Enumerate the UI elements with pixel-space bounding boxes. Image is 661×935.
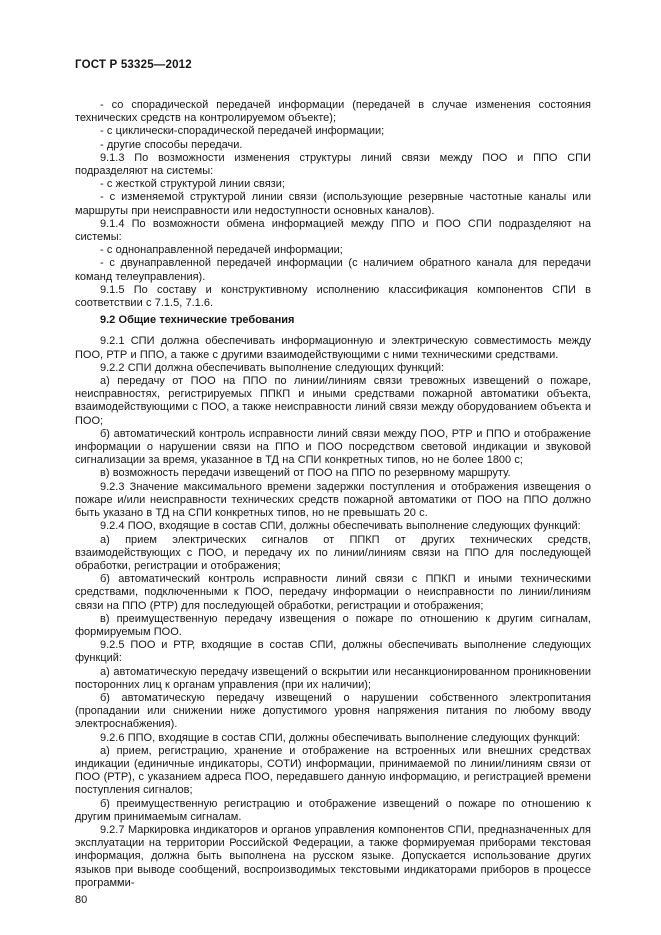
paragraph: 9.1.3 По возможности изменения структуры линий связи между ПОО и ППО СПИ подразделяют на системы: [75, 151, 591, 178]
paragraph: - с циклически-спорадической передачей информации; [100, 125, 385, 138]
paragraph: а) передачу от ПОО на ППО по линии/линиям связи тревожных извещений о пожаре, неисправностях, регистрируемых ППКП и иными средствами пожарной автоматики объекта, взаимодействующими с ПОО, а также неисправности линий связи между оборудованием объекта и ПОО; [75, 375, 591, 427]
paragraph: б) автоматический контроль исправности линий связи с ППКП и иными техническими средствами, подключенными к ПОО, передачу информации о неисправности по линии/линиям связи на ППО (РТР) для последующей обработки, регистрации и отображения; [75, 573, 591, 612]
paragraph: - другие способы передачи. [100, 138, 243, 151]
paragraph: 9.2.4 ПОО, входящие в состав СПИ, должны обеспечивать выполнение следующих функций: [100, 520, 581, 533]
paragraph: 9.2.5 ПОО и РТР, входящие в состав СПИ, должны обеспечивать выполнение следующих функций: [75, 639, 591, 665]
paragraph: б) автоматический контроль исправности линий связи между ПОО, РТР и ППО и отображение информации о нарушении связи на ППО и ПОО посредством световой индикации и звуковой сигнализации за время, указанное в ТД на СПИ конкретных типов, но не более 1800 с; [75, 427, 591, 467]
page-content [75, 58, 591, 907]
paragraph: в) преимущественную передачу извещения о пожаре по отношению к другим сигналам, формируемым ПОО. [75, 612, 591, 638]
paragraph: 9.2.2 СПИ должна обеспечивать выполнение следующих функций: [100, 361, 445, 374]
paragraph: 9.2.3 Значение максимального времени задержки поступления и отображения извещения о пожаре и/или неисправности технических средств пожарной автоматики от ПОО на ППО должно быть указано в ТД на СПИ конкретных типов, но не превышать 20 с. [75, 480, 591, 520]
paragraph: 9.2.7 Маркировка индикаторов и органов управления компонентов СПИ, предназначенных для эксплуатации на территории Российской Федерации, а также формируемая приборами текстовая информация, должна быть выполнена на русском языке. Допускается использование других языков при выводе сообщений, воспроизводимых текстовыми индикаторами приборов в процессе программи- [75, 823, 591, 889]
paragraph: а) автоматическую передачу извещений о вскрытии или несанкционированном проникновении посторонних лиц к органам управления (при их наличии); [75, 665, 591, 691]
paragraph: б) преимущественную регистрацию и отображение извещений о пожаре по отношению к другим принимаемым сигналам. [75, 797, 591, 823]
paragraph: 9.2.6 ППО, входящие в состав СПИ, должны обеспечивать выполнение следующих функций: [100, 731, 581, 744]
paragraph: - с изменяемой структурой линии связи (использующие резервные частотные каналы или маршруты при неисправности или недоступности основных каналов). [75, 191, 591, 217]
paragraph: - с жесткой структурой линии связи; [100, 178, 285, 191]
document-header: ГОСТ Р 53325—2012 [75, 59, 192, 71]
paragraph: - с однонаправленной передачей информации; [100, 244, 343, 257]
paragraph: в) возможность передачи извещений от ПОО на ППО по резервному маршруту. [100, 467, 511, 480]
paragraph: - с двунаправленной передачей информации (с наличием обратного канала для передачи команд телеуправления). [75, 257, 591, 283]
paragraph: а) прием, регистрацию, хранение и отображение на встроенных или внешних средствах индикации (единичные индикаторы, СОТИ) информации, принимаемой по линии/линиям связи от ПОО (РТР), с указанием адреса ПОО, передавшего данную информацию, и регистрацией времени поступления сигналов; [75, 744, 591, 797]
paragraph: 9.2.1 СПИ должна обеспечивать информационную и электрическую совместимость между ПОО, РТР и ППО, а также с другими взаимодействующими с ними техническими средствами. [75, 335, 591, 361]
paragraph: - со спорадической передачей информации (передачей в случае изменения состояния технических средств на контролируемом объекте); [75, 99, 591, 125]
paragraph: а) прием электрических сигналов от ППКП от других технических средств, взаимодействующих с ПОО, и передачу их по линии/линиям связи на ППО для последующей обработки, регистрации и отображения; [75, 533, 591, 572]
paragraph: б) автоматическую передачу извещений о нарушении собственного электропитания (пропадании или снижении ниже допустимого уровня напряжения питания по любому вводу электроснабжения). [75, 691, 591, 731]
paragraph: 9.1.5 По составу и конструктивному исполнению классификация компонентов СПИ в соответствии с 7.1.5, 7.1.6. [75, 283, 591, 310]
paragraph: 9.1.4 По возможности обмена информацией между ППО и ПОО СПИ подразделяют на системы: [75, 217, 591, 244]
document-body [75, 99, 591, 890]
section-heading: 9.2 Общие технические требования [100, 314, 295, 327]
page-number: 80 [75, 893, 88, 906]
